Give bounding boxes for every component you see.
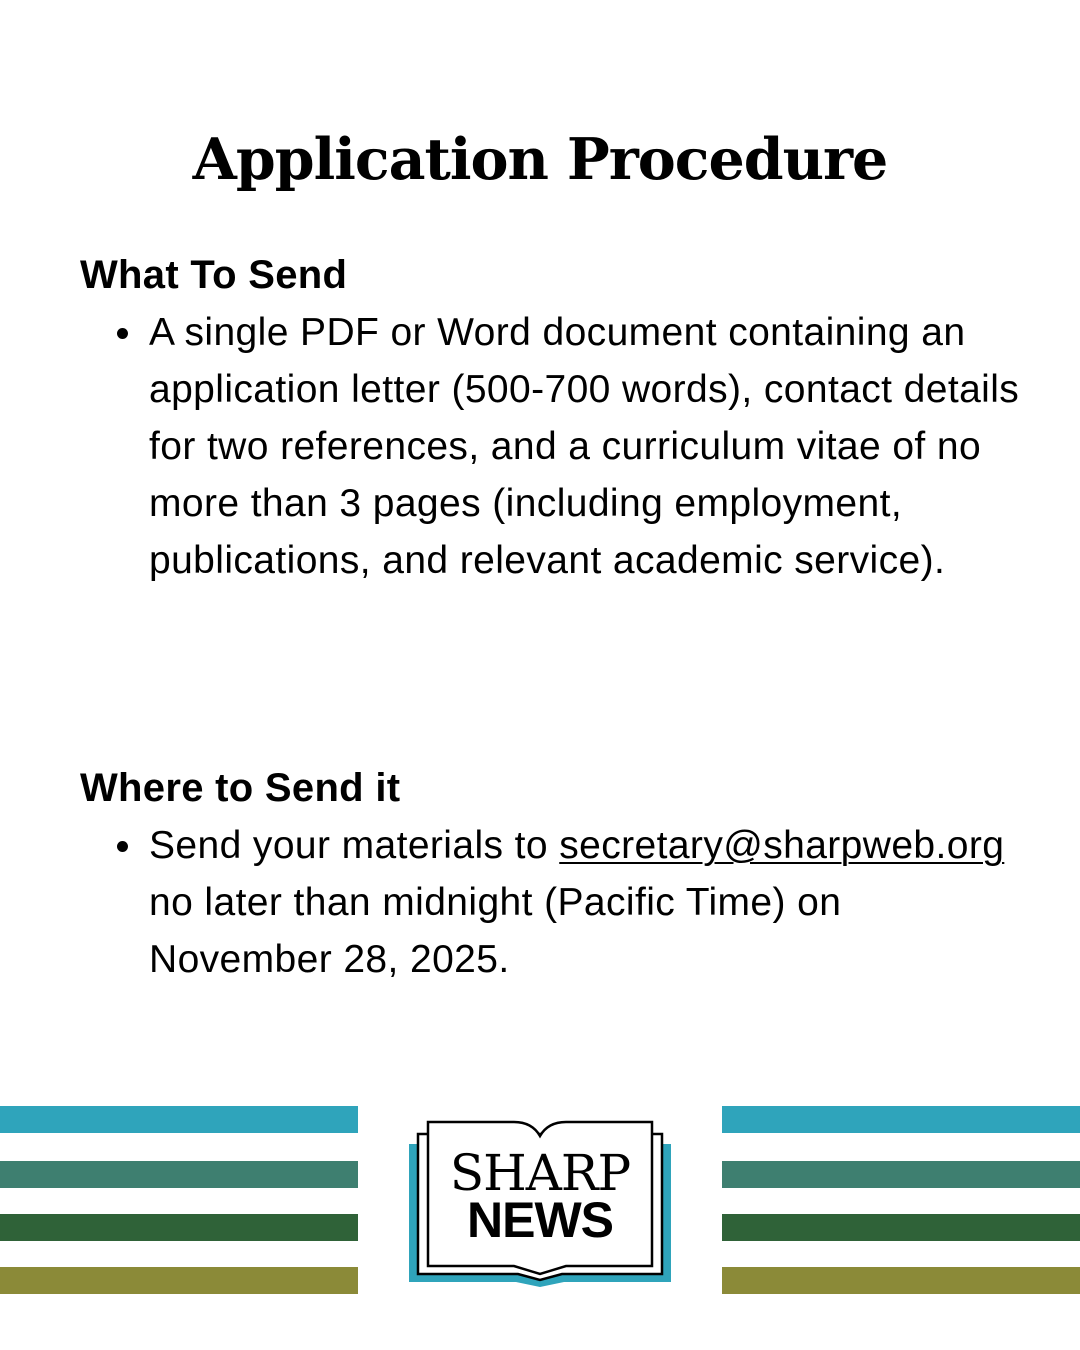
stripe-olive <box>0 1267 358 1294</box>
list-item <box>80 304 1030 589</box>
logo-text-news: NEWS <box>467 1192 613 1248</box>
where-to-send-suffix: no later than midnight (Pacific Time) on November 28, 2025. <box>149 881 842 981</box>
stripe-dark-green <box>722 1214 1080 1241</box>
stripe-dark-green <box>0 1214 358 1241</box>
list-item <box>80 817 1030 988</box>
bullet-icon <box>117 328 128 339</box>
what-to-send-list <box>80 304 1030 589</box>
stripe-olive <box>722 1267 1080 1294</box>
bullet-icon <box>117 841 128 852</box>
section-heading-what-to-send: What To Send <box>80 253 348 297</box>
stripe-teal <box>722 1106 1080 1133</box>
sharp-news-logo <box>406 1114 674 1288</box>
what-to-send-section <box>80 247 1030 589</box>
logo-text-sharp: SHARP <box>449 1144 631 1202</box>
stripe-green-teal <box>0 1161 358 1188</box>
where-to-send-section <box>80 760 1030 988</box>
section-heading-where-to-send: Where to Send it <box>80 766 401 810</box>
stripe-green-teal <box>722 1161 1080 1188</box>
stripe-teal <box>0 1106 358 1133</box>
where-to-send-prefix: Send your materials to <box>149 824 560 867</box>
email-link[interactable]: secretary@sharpweb.org <box>559 824 1005 867</box>
page-title: Application Procedure <box>192 126 888 193</box>
where-to-send-list <box>80 817 1030 988</box>
what-to-send-text: A single PDF or Word document containing an application letter (500-700 words), contact details for two references, and a curriculum vitae of no more than 3 pages (including employment, publications, and relevant academic service). <box>149 311 1020 582</box>
